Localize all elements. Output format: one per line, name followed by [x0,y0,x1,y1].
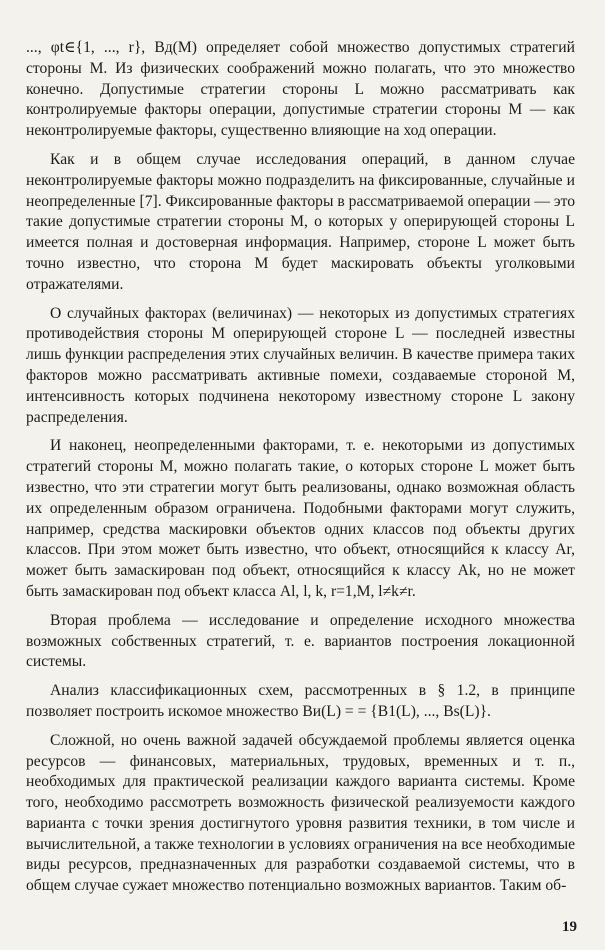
paragraph-6: Анализ классификационных схем, рассмотренных в § 1.2, в принципе позволяет построить искомое множество Bи(L) = = {B1(L), ..., Bs(L)}. [26,682,575,720]
paragraph-1: ..., φt∈{1, ..., r}, Bд(M) определяет собой множество допустимых стратегий стороны M. Из физических соображений можно полагать, что это множество конечно. Допустимые стратегии стороны L можно рассматривать как контролируемые факторы операции, допустимые стратегии стороны M — как неконтролируемые факторы, существенно влияющие на ход операции. [26,39,575,140]
paragraph-2: Как и в общем случае исследования операций, в данном случае неконтролируемые факторы можно подразделить на фиксированные, случайные и неопределенные [7]. Фиксированные факторы в рассматриваемой операции — это такие допустимые стратегии стороны M, о которых у оперирующей стороны L имеется полная и достоверная информация. Например, стороне L может быть точно известно, что сторона M будет маскировать объекты уголковыми отражателями. [26,150,575,293]
paragraph-5: Вторая проблема — исследование и определение исходного множества возможных собственных стратегий, т. е. вариантов построения локационной системы. [26,611,575,671]
paragraph-4: И наконец, неопределенными факторами, т. е. некоторыми из допустимых стратегий стороны M, можно полагать такие, о которых стороне L может быть известно, что эти стратегии могут быть реализованы, однако возможная область их определенным образом ограничена. Подобными факторами могут служить, например, средства маскировки объектов одних классов под объекты других классов. При этом может быть известно, что объект, относящийся к классу Ar, может быть замаскирован под объект, относящийся к классу Ak, но не может быть замаскирован под объект класса Al, l, k, r=1,M, l≠k≠r. [26,437,575,600]
page-number: 19 [562,919,577,935]
paragraph-7: Сложной, но очень важной задачей обсуждаемой проблемы является оценка ресурсов — финансовых, материальных, трудовых, временных и т. п., необходимых для практической реализации каждого варианта системы. Кроме того, необходимо рассмотреть возможность физической реализуемости каждого варианта с точки зрения достигнутого уровня развития техники, в том числе и вычислительной, а также технологии в условиях ограничения на все необходимые виды ресурсов, предназначенных для разработки создаваемой системы, что в общем случае сужает множество потенциально возможных вариантов. Таким об- [26,731,575,895]
paragraph-3: О случайных факторах (величинах) — некоторых из допустимых стратегиях противодействия стороны M оперирующей стороне L — последней известны лишь функции распределения этих случайных величин. В качестве примера таких факторов можно рассматривать активные помехи, создаваемые стороной M, интенсивность которых подчинена некоторому известному стороне L закону распределения. [26,304,575,426]
